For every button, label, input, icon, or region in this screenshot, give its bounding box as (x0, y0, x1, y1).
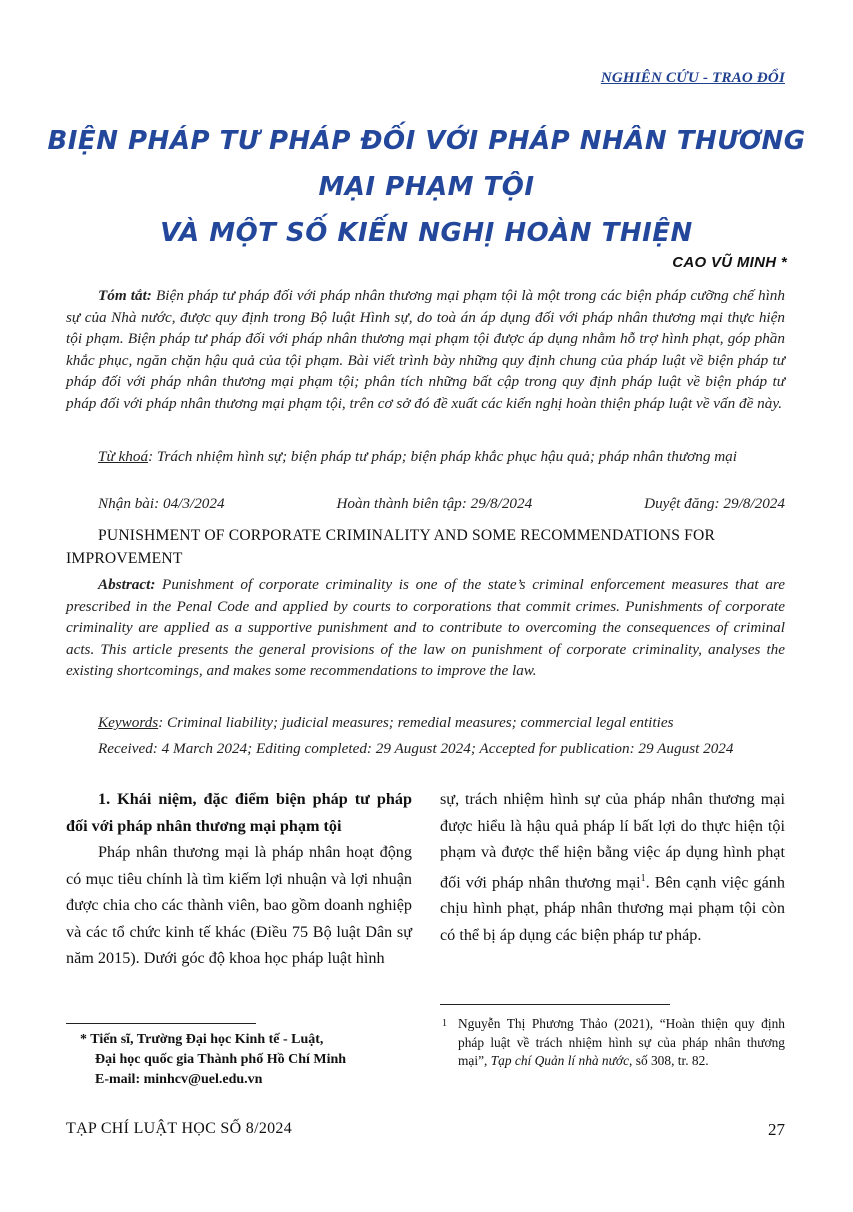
footnote-divider-left (66, 1023, 256, 1024)
keywords-vi (66, 446, 785, 468)
date-received-vi: Nhận bài: 04/3/2024 (98, 495, 225, 512)
body-right-text-b: . Bên cạnh việc gánh chịu hình phạt, pháp nhân thương mại phạm tội còn có thể bị áp dụng các biện pháp tư pháp. (440, 872, 785, 944)
body-right-text-a: sự, trách nhiệm hình sự của pháp nhân thương mại được hiểu là hậu quả pháp lí bất lợi do thực hiện tội phạm và được thể hiện bằng việc áp dụng hình phạt đối với pháp nhân thương mại (440, 790, 785, 891)
keywords-vi-label: Từ khoá (98, 448, 149, 465)
keywords-en-text: : Criminal liability; judicial measures; remedial measures; commercial legal entities (158, 714, 674, 731)
author-note (80, 1030, 346, 1090)
abstract-vi-label: Tóm tắt: (98, 287, 152, 304)
author-note-university: Đại học quốc gia Thành phố Hồ Chí Minh (95, 1052, 347, 1067)
footnote-text (458, 1015, 785, 1071)
dates-en (66, 738, 785, 760)
dates-vi (98, 495, 785, 513)
abstract-en-text: Punishment of corporate criminality is one of the state’s criminal enforcement measures that are prescribed in the Penal Code and applied by courts to corporations that commit crimes. Punishments of corporate criminality are applied as a supportive punishment and to contribute to overcoming the consequences of criminal acts. This article presents the general provisions of the law on punishment of corporate criminality, analyses the existing shortcomings, and makes some recommendations to improve the law. (66, 576, 785, 679)
section-tag: NGHIÊN CỨU - TRAO ĐỔI (600, 70, 785, 86)
title-line-1: BIỆN PHÁP TƯ PHÁP ĐỐI VỚI PHÁP NHÂN THƯƠNG MẠI PHẠM TỘI (47, 126, 806, 202)
footnote-divider-right (440, 1004, 670, 1005)
author-note-email[interactable]: E-mail: minhcv@uel.edu.vn (95, 1072, 263, 1087)
body-left-column (66, 786, 412, 972)
abstract-en (66, 574, 785, 682)
footnote-journal: Tạp chí Quản lí nhà nước (490, 1053, 630, 1068)
body-paragraph-left: Pháp nhân thương mại là pháp nhân hoạt động có mục tiêu chính là tìm kiếm lợi nhuận và lợi nhuận được chia cho các thành viên, bao gồm doanh nghiệp và các tổ chức kinh tế khác (Điều 75 Bộ luật Dân sự năm 2015). Dưới góc độ khoa học pháp luật hình (66, 843, 412, 967)
keywords-en (66, 712, 785, 734)
body-paragraph-right (440, 786, 785, 948)
footnote-ref[interactable]: 1 (640, 872, 646, 884)
journal-footer: TẠP CHÍ LUẬT HỌC SỐ 8/2024 (66, 1120, 293, 1137)
keywords-en-label: Keywords (98, 714, 159, 731)
footnote-number: 1 (442, 1018, 447, 1029)
dates-en-text: Received: 4 March 2024; Editing completed: 29 August 2024; Accepted for publication: 29 August 2024 (98, 740, 734, 757)
keywords-vi-text: : Trách nhiệm hình sự; biện pháp tư pháp; biện pháp khắc phục hậu quả; pháp nhân thương mại (148, 448, 737, 465)
title-line-2: VÀ MỘT SỐ KIẾN NGHỊ HOÀN THIỆN (160, 218, 693, 248)
footnote-text-b: , số 308, tr. 82. (629, 1053, 709, 1068)
english-title: PUNISHMENT OF CORPORATE CRIMINALITY AND SOME RECOMMENDATIONS FOR IMPROVEMENT (66, 527, 716, 567)
page-number: 27 (768, 1120, 785, 1139)
article-title (40, 118, 813, 256)
abstract-vi-text: Biện pháp tư pháp đối với pháp nhân thương mại phạm tội là một trong các biện pháp cưỡng chế hình sự của Nhà nước, được quy định trong Bộ luật Hình sự, do toà án áp dụng đối với pháp nhân thương mại thực hiện tội phạm. Biện pháp tư pháp đối với pháp nhân thương mại phạm tội được áp dụng nhằm hỗ trợ hình phạt, góp phần khắc phục, ngăn chặn hậu quả của tội phạm. Bài viết trình bày những quy định chung của pháp luật về biện pháp tư pháp đối với pháp nhân thương mại phạm tội; phân tích những bất cập trong quy định pháp luật về biện pháp tư pháp đối với pháp nhân thương mại phạm tội, trên cơ sở đó đề xuất các kiến nghị hoàn thiện pháp luật về vấn đề này. (66, 287, 785, 412)
author-name: CAO VŨ MINH * (672, 254, 787, 271)
footnote-text-a: Nguyễn Thị Phương Thảo (2021), “Hoàn thiện quy định pháp luật về trách nhiệm hình sự của pháp nhân thương mại”, (458, 1016, 785, 1068)
body-right-column (440, 786, 785, 948)
section-heading: 1. Khái niệm, đặc điểm biện pháp tư pháp đối với pháp nhân thương mại phạm tội (66, 790, 412, 835)
author-note-affiliation: * Tiến sĩ, Trường Đại học Kinh tế - Luật, (80, 1032, 324, 1047)
abstract-vi (66, 285, 785, 414)
footnote (440, 1015, 785, 1071)
date-approved-vi: Duyệt đăng: 29/8/2024 (644, 495, 785, 512)
date-edited-vi: Hoàn thành biên tập: 29/8/2024 (336, 495, 533, 512)
abstract-en-label: Abstract: (98, 576, 156, 593)
